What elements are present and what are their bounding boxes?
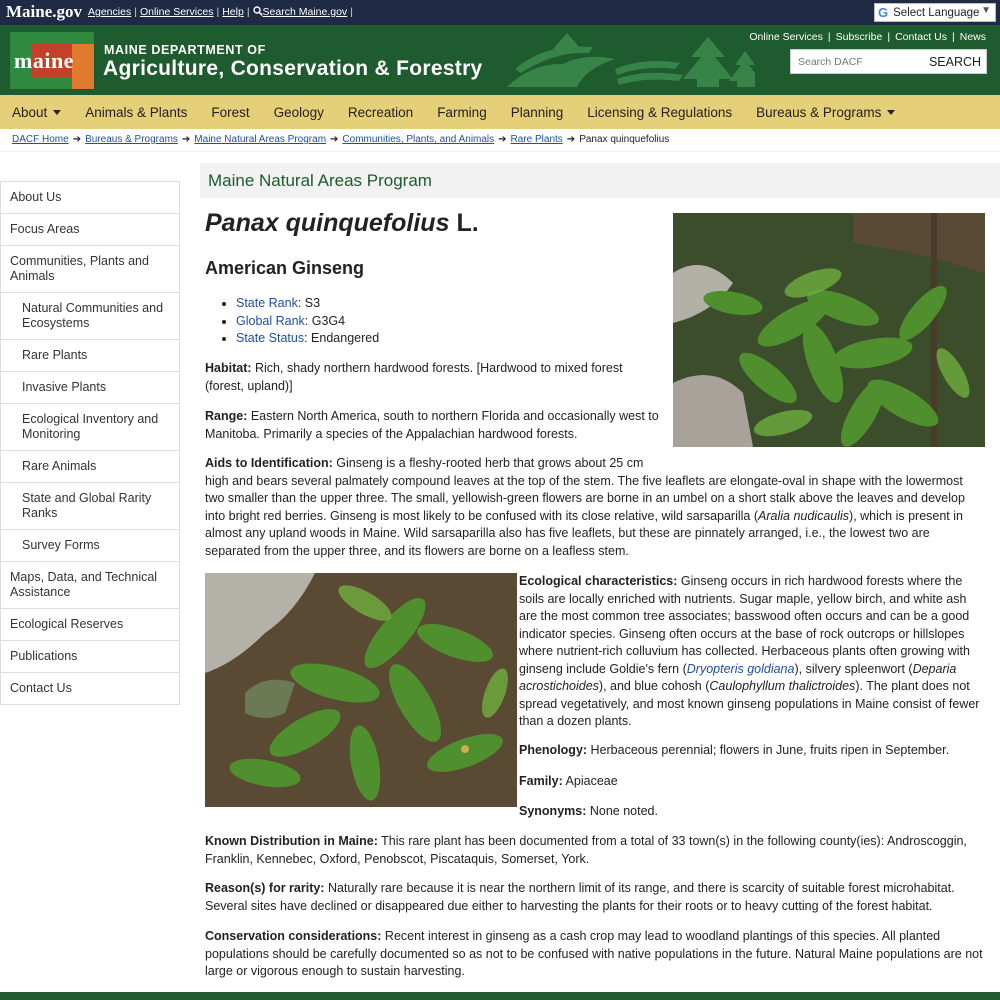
- sidebar-item-rare-animals[interactable]: Rare Animals: [1, 451, 179, 483]
- search-input[interactable]: [791, 50, 925, 73]
- arrow-right-icon: ➔: [566, 134, 576, 145]
- breadcrumb-bureaus[interactable]: Bureaus & Programs: [85, 134, 178, 145]
- search-icon: [253, 6, 263, 18]
- sidebar-item-survey-forms[interactable]: Survey Forms: [1, 530, 179, 562]
- state-status-value: : Endangered: [304, 331, 380, 345]
- sidebar-item-about-us[interactable]: About Us: [1, 182, 179, 214]
- nav-recreation[interactable]: Recreation: [347, 104, 414, 120]
- list-item: [236, 295, 379, 313]
- habitat-paragraph: [205, 360, 655, 395]
- search-maine-link[interactable]: Search Maine.gov: [262, 6, 348, 18]
- phenology-paragraph: [519, 742, 987, 760]
- nav-about-label: About: [12, 104, 48, 120]
- landscape-graphic: [505, 29, 755, 91]
- float-spacer: [660, 455, 985, 469]
- aids-label: Aids to Identification:: [205, 456, 333, 470]
- sidebar-item-invasive-plants[interactable]: Invasive Plants: [1, 372, 179, 404]
- nav-bureaus-label: Bureaus & Programs: [756, 104, 882, 120]
- eco-text-2: ), silvery spleenwort (: [794, 661, 913, 676]
- breadcrumb-rare-plants[interactable]: Rare Plants: [510, 134, 563, 145]
- eco-italic-2: Caulophyllum thalictroides: [709, 679, 856, 693]
- language-select-label: Select Language: [893, 6, 980, 19]
- arrow-right-icon: ➔: [330, 134, 339, 145]
- sidebar-item-natural-communities-and-ecosystems[interactable]: Natural Communities and Ecosystems: [1, 293, 179, 340]
- global-rank-value: : G3G4: [304, 313, 346, 328]
- phenology-text: Herbaceous perennial; flowers in June, fruits ripen in September.: [587, 743, 950, 757]
- logo-word: maine: [14, 48, 74, 73]
- habitat-label: Habitat:: [205, 361, 252, 375]
- sidebar-nav: [0, 181, 180, 705]
- subscribe-link[interactable]: Subscribe: [835, 31, 883, 43]
- nav-forest[interactable]: Forest: [211, 104, 250, 120]
- search-button[interactable]: SEARCH: [924, 50, 986, 73]
- google-icon: G: [878, 5, 889, 20]
- contact-us-link[interactable]: Contact Us: [895, 31, 947, 43]
- maine-gov-logo[interactable]: Maine.gov: [6, 2, 83, 21]
- site-header: [0, 25, 1000, 95]
- sidebar-item-focus-areas[interactable]: Focus Areas: [1, 214, 179, 246]
- family-paragraph: [519, 773, 987, 791]
- arrow-right-icon: ➔: [498, 134, 507, 145]
- sidebar-item-contact-us[interactable]: Contact Us: [1, 673, 179, 705]
- synonyms-label: Synonyms:: [519, 804, 587, 818]
- chevron-down-icon: ▼: [981, 5, 991, 16]
- scientific-name: [205, 209, 479, 238]
- arrow-right-icon: ➔: [181, 134, 191, 145]
- divider: [0, 151, 1000, 152]
- footer-strip: [0, 992, 1000, 1000]
- author-abbrev: L.: [456, 209, 479, 237]
- breadcrumb-communities[interactable]: Communities, Plants, and Animals: [342, 134, 495, 145]
- sidebar-item-ecological-inventory-and-monitoring[interactable]: Ecological Inventory and Monitoring: [1, 404, 179, 451]
- ginseng-photo-2: [205, 573, 517, 807]
- ginseng-photo-1: [673, 213, 985, 447]
- agencies-link[interactable]: Agencies: [88, 6, 132, 18]
- range-paragraph: [205, 408, 660, 443]
- rank-list: [236, 295, 379, 348]
- sidebar-item-communities-plants-and-animals[interactable]: Communities, Plants and Animals: [1, 246, 179, 293]
- help-link[interactable]: Help: [222, 6, 244, 18]
- scientific-name-text: Panax quinquefolius: [205, 209, 450, 237]
- breadcrumb: [12, 134, 669, 145]
- news-link[interactable]: News: [959, 31, 986, 43]
- nav-about[interactable]: [0, 105, 73, 120]
- top-links: Agencies | Online Services | Help | Search Maine.gov |: [88, 6, 353, 18]
- conservation-text: Recent interest in ginseng as a cash crop may lead to woodland plantings of this species. All planted populations should be carefully documented so as not to be confused with native populations in the future. Natural Maine populations are not large or vigorous enough to sustain harvesting.: [205, 929, 983, 978]
- nav-planning[interactable]: Planning: [510, 104, 564, 120]
- state-status-link[interactable]: State Status: [236, 331, 305, 345]
- rarity-paragraph: [205, 880, 987, 915]
- range-text: Eastern North America, south to northern Florida and occasionally west to Manitoba. Primarily a species of the Appalachian hardwood forests.: [205, 409, 659, 441]
- nav-licensing[interactable]: Licensing & Regulations: [587, 104, 733, 120]
- global-rank-link[interactable]: Global Rank: [236, 313, 305, 328]
- arrow-right-icon: ➔: [72, 134, 82, 145]
- caret-down-icon: [887, 110, 895, 115]
- program-title: Maine Natural Areas Program: [208, 171, 432, 190]
- state-rank-value: : S3: [297, 296, 321, 310]
- eco-text: Ginseng occurs in rich hardwood forests where the soils are locally enriched with nutrients. Sugar maple, yellow birch, and white ash are the most common tree associates; basswood often occurs and can be a good indicator species. Ginseng often occurs at the base of rock outcrops or hillslopes where nutrient-rich colluvium has collected. Herbaceous plants often growing with ginseng include Goldie's fern (: [519, 574, 970, 676]
- dacf-logo[interactable]: [10, 32, 94, 89]
- distribution-text: This rare plant has been documented from a total of 33 town(s) in the following county(ies): Androscoggin, Franklin, Kennebec, Oxford, Penobscot, Piscataquis, Somerset, York.: [205, 834, 967, 866]
- rarity-text: Naturally rare because it is near the northern limit of its range, and there is scarcity of suitable forest microhabitat. Several sites have declined or disappeared due either to harvesting the plants for their roots or to heavy cutting of the forest habitat.: [205, 881, 955, 913]
- aids-text: Ginseng is a fleshy-rooted herb that grows about 25 cm high and bears several palmately compound leaves at the top of the stem. The five leaflets are elongate-oval in shape with the lowermost two smaller than the upper three. The small, yellowish-green flowers are borne in an umbel on a short stalk above the leaves and develop into bright red berries. Ginseng is most likely to be confused with its close relative, wild sarsaparilla (: [205, 456, 965, 523]
- aids-paragraph: [205, 455, 985, 560]
- state-rank-link[interactable]: State Rank: [236, 296, 298, 310]
- family-label: Family:: [519, 774, 563, 788]
- eco-label: Ecological characteristics:: [519, 574, 678, 588]
- eco-text-3: ), and blue cohosh (: [598, 679, 710, 693]
- eco-text-4: ). The plant does not spread vegetatively, and most known ginseng populations in Maine consist of fewer than a dozen plants.: [519, 679, 980, 728]
- distribution-label: Known Distribution in Maine:: [205, 834, 378, 848]
- dryopteris-link[interactable]: Dryopteris goldiana: [686, 661, 795, 676]
- conservation-label: Conservation considerations:: [205, 929, 382, 943]
- nav-geology[interactable]: Geology: [273, 104, 324, 120]
- nav-farming[interactable]: Farming: [437, 104, 487, 120]
- nav-bureaus[interactable]: [744, 105, 907, 120]
- search-box: [790, 49, 987, 74]
- family-text: Apiaceae: [562, 774, 618, 788]
- language-select[interactable]: [874, 3, 996, 22]
- common-name: American Ginseng: [205, 258, 365, 278]
- synonyms-text: None noted.: [586, 804, 658, 818]
- sidebar-item-publications[interactable]: Publications: [1, 641, 179, 673]
- conservation-paragraph: [205, 928, 987, 981]
- list-item: [236, 330, 379, 348]
- dept-name-line1: MAINE DEPARTMENT OF: [104, 43, 266, 57]
- header-online-services-link[interactable]: Online Services: [749, 31, 823, 43]
- breadcrumb-mnap[interactable]: Maine Natural Areas Program: [194, 134, 327, 145]
- program-title-bar: [200, 163, 1000, 198]
- ecological-paragraph: [519, 573, 987, 731]
- rarity-label: Reason(s) for rarity:: [205, 881, 325, 895]
- sidebar-item-ecological-reserves[interactable]: Ecological Reserves: [1, 609, 179, 641]
- sidebar-item-state-and-global-rarity-ranks[interactable]: State and Global Rarity Ranks: [1, 483, 179, 530]
- synonyms-paragraph: [519, 803, 987, 821]
- range-label: Range:: [205, 409, 248, 423]
- aids-text-2: ), which is present in almost any upland woods in Maine. Wild sarsaparilla also has five leaflets, but these are pinnately arranged, i.e., the lowest two are separated from the upper three, and its flowers are borne on a leafless stem.: [205, 508, 963, 558]
- breadcrumb-current: Panax quinquefolius: [579, 134, 670, 145]
- list-item: [236, 313, 379, 331]
- distribution-paragraph: [205, 833, 987, 868]
- header-links: Online Services | Subscribe | Contact Us | News: [749, 31, 986, 43]
- aids-italic: Aralia nudicaulis: [758, 508, 850, 523]
- caret-down-icon: [53, 110, 61, 115]
- phenology-label: Phenology:: [519, 743, 588, 757]
- habitat-text: Rich, shady northern hardwood forests. [Hardwood to mixed forest (forest, upland)]: [205, 361, 623, 393]
- eco-italic-1: Deparia acrostichoides: [519, 661, 957, 693]
- top-bar: [0, 0, 1000, 25]
- dept-name-line2: Agriculture, Conservation & Forestry: [103, 57, 483, 80]
- sidebar-item-rare-plants[interactable]: Rare Plants: [1, 340, 179, 372]
- nav-animals-plants[interactable]: Animals & Plants: [85, 104, 188, 120]
- online-services-link[interactable]: Online Services: [139, 6, 214, 18]
- breadcrumb-dacf-home[interactable]: DACF Home: [12, 134, 69, 145]
- sidebar-item-maps-data-and-technical-assistance[interactable]: Maps, Data, and Technical Assistance: [1, 562, 179, 609]
- main-nav: [0, 95, 1000, 129]
